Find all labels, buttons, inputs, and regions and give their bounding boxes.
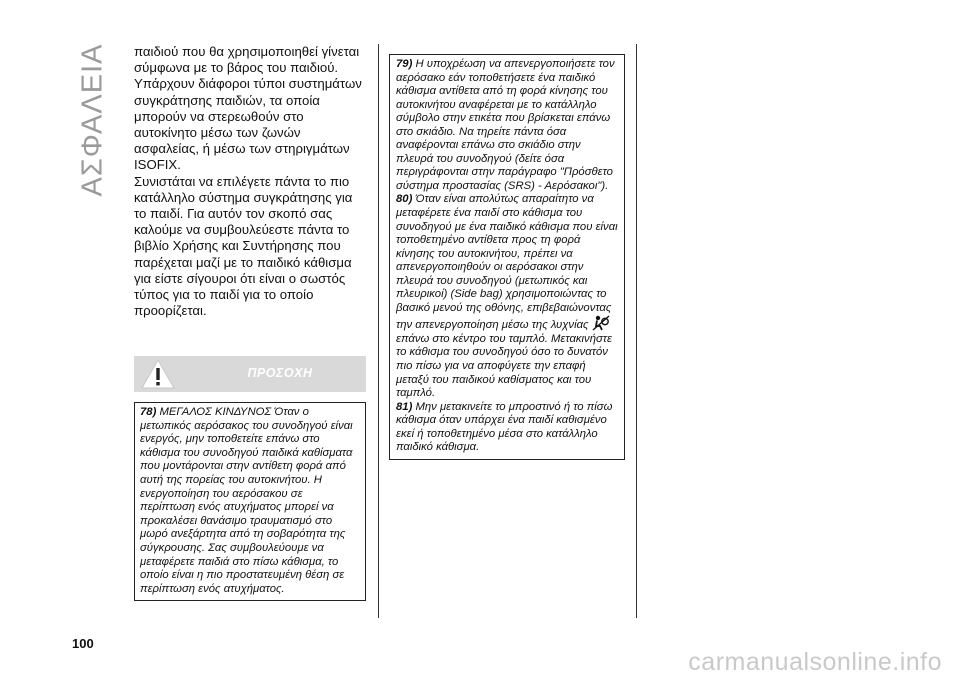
warning-item	[140, 406, 360, 596]
warning-item	[396, 401, 619, 455]
paragraph: Συνιστάται να επιλέγετε πάντα το πιο κατάλληλο σύστημα συγκράτησης για το παιδί. Για αυτόν τον σκοπό σας καλούμε να συμβουλεύεστε πάντα το βιβλίο Χρήσης και Συντήρησης που παρέχεται μαζί με το παιδικό κάθισμα για είστε σίγουροι ότι είναι ο σωστός τύπος για το παιδί για το οποίο προορίζεται.	[134, 173, 353, 319]
section-tab-label: ΑΣΦΑΛΕΙΑ	[76, 43, 109, 197]
warning-body	[134, 402, 366, 601]
warning-header	[134, 356, 366, 392]
warning-item-text: Η υποχρέωση να απενεργοποιήσετε τον αερόσακο εάν τοποθετήσετε ένα παιδικό κάθισμα αντίθετα από τη φορά κίνησης του αυτοκινήτου αναφέρεται με το κατάλληλο σύμβολο στην ετικέτα που βρίσκεται επάνω στο σκιάδιο. Να τηρείτε πάντα όσα αναφέρονται επάνω στο σκιάδιο στην πλευρά του συνοδηγού (δείτε όσα περιγράφονται στην παράγραφο "Πρόσθετο σύστημα προστασίας (SRS) - Αερόσακοι").	[396, 58, 615, 192]
warning-item-number: 78)	[140, 406, 157, 418]
warning-continuation-box	[389, 54, 625, 460]
warning-item-number: 80)	[396, 193, 413, 206]
warning-item-text: ΜΕΓΑΛΟΣ ΚΙΝΔΥΝΟΣ Όταν ο μετωπικός αερόσακος του συνοδηγού είναι ενεργός, μην τοποθετείτε επάνω στο κάθισμα του συνοδηγού παιδικά καθίσματα που μοντάρονται στην αντίθετη φορά από αυτή της πορείας του αυτοκινήτου. Η ενεργοποίηση του αερόσακου σε περίπτωση ενός ατυχήματος μπορεί να προκαλέσει θανάσιμο τραυματισμό στο μωρό ανεξάρτητα από τη σοβαρότητα της σύγκρουσης. Σας συμβουλεύουμε να μεταφέρετε παιδιά στο πίσω κάθισμα, το οποίο είναι η πιο προστατευμένη θέση σε περίπτωση ενός ατυχήματος.	[140, 406, 353, 595]
column-divider	[636, 44, 637, 618]
paragraph: παιδιού που θα χρησιμοποιηθεί γίνεται σύμφωνα με το βάρος του παιδιού. Υπάρχουν διάφοροι τύποι συστημάτων συγκράτησης παιδιών, τα οποία μπορούν να στερεωθούν στο αυτοκίνητο μέσω των ζωνών ασφαλείας, ή μέσω των στηριγμάτων ISOFIX.	[134, 44, 362, 173]
section-tab	[78, 40, 108, 200]
warning-item-number: 81)	[396, 400, 413, 413]
warning-box	[134, 356, 366, 608]
column-divider	[378, 44, 379, 618]
warning-item-number: 79)	[396, 58, 413, 70]
page-number: 100	[72, 636, 94, 651]
warning-item	[396, 58, 619, 193]
airbag-off-icon	[592, 315, 610, 331]
warning-title: ΠΡΟΣΟΧΗ	[247, 366, 313, 380]
warning-item-text: επάνω στο κέντρο του ταμπλό. Μετακινήστε το κάθισμα του συνοδηγού όσο το δυνατόν πιο πίσω για να αποφύγετε την επαφή μεταξύ του παιδικού καθίσματος και του ταμπλό.	[396, 332, 612, 400]
left-column	[134, 44, 366, 319]
warning-item-text: Όταν είναι απολύτως απαραίτητο να μεταφέρετε ένα παιδί στο κάθισμα του συνοδηγού με ένα παιδικό κάθισμα που είναι τοποθετημένο αντίθετα προς τη φορά κίνησης του αυτοκινήτου, πρέπει να απενεργοποιηθούν οι αερόσακοι στην πλευρά του συνοδηγού (μετωπικός και πλευρικοί) (Side bag) χρησιμοποιώντας το βασικό μενού της οθόνης, επιβεβαιώνοντας την απενεργοποίηση μέσω της λυχνίας	[396, 193, 618, 332]
warning-triangle-icon	[140, 358, 176, 390]
warning-item-text: Μην μετακινείτε το μπροστινό ή το πίσω κάθισμα όταν υπάρχει ένα παιδί καθισμένο εκεί ή τοποθετημένο μέσα στο κατάλληλο παιδικό κάθισμα.	[396, 400, 613, 454]
warning-item	[396, 193, 619, 400]
watermark: carmanualsonline.info	[688, 648, 942, 676]
